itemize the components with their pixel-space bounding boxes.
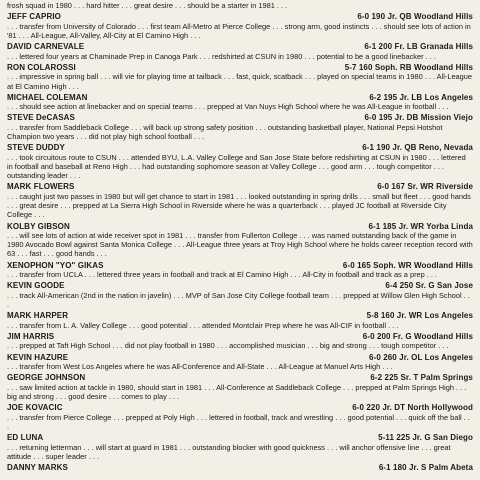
player-name: RON COLAROSSI [7,62,76,72]
player-bio: . . . took circuitous route to CSUN . . . attended BYU, L.A. Valley College and San Jose State before redshirting at CSUN in 1980 . . . lettered in football and baseball at Reno High . . . had outstanding sophomore season at Valley College . . . good arm . . . tough competitor . . . outstanding leader . . . [7,152,466,181]
player-name: KEVIN HAZURE [7,352,69,362]
player-stats: 6-0 190 Jr. QB Woodland Hills [357,12,473,22]
player-entry [7,12,473,40]
player-bio: . . . caught just two passes in 1980 but will get chance to start in 1981 . . . looked outstanding in spring drills . . . small but fleet . . . good hands . . . great desire . . . prepped at La Sierra High School in Riverside where he was a quarterback . . . played JC football at Riverside City College . . . [7,191,471,220]
player-stats: 6-0 260 Jr. OL Los Angeles [369,352,473,362]
player-name: MARK FLOWERS [7,182,75,192]
player-header [7,222,473,232]
player-name: KOLBY GIBSON [7,221,70,231]
player-name: MICHAEL COLEMAN [7,92,88,102]
player-stats: 6-1 200 Fr. LB Granada Hills [364,42,473,52]
player-header [7,42,473,52]
player-header [7,373,473,383]
player-stats: 6-0 195 Jr. DB Mission Viejo [364,113,473,123]
player-name: JEFF CAPRIO [7,12,61,22]
player-entry [7,433,473,461]
player-header [7,463,473,473]
player-stats: 6-1 180 Jr. S Palm Abeta [378,463,473,473]
player-entry [7,463,473,473]
player-entry [7,403,473,431]
player-bio: . . . transfer from Saddleback College . . . will back up strong safety position . . . outstanding basketball player, National Pepsi Hotshot Champion two years . . . did not play high school football . . . [7,122,443,142]
player-header [7,143,473,153]
intro-paragraph: frosh squad in 1980 . . . hard hitter . . . great desire . . . should be a starter in 1981 . . . [7,1,288,10]
player-name: ED LUNA [7,433,44,443]
player-stats: 5-11 225 Jr. G San Diego [378,433,473,443]
player-entry [7,281,473,309]
player-name: STEVE DUDDY [7,143,65,153]
player-bio: . . . transfer from UCLA . . . lettered three years in football and track at El Camino High . . . All-City in football and track as a prep . . . [7,270,438,280]
player-stats: 6-2 195 Jr. LB Los Angeles [369,92,473,102]
player-entry [7,353,473,372]
player-header [7,93,473,103]
player-header [7,281,473,291]
player-header [7,403,473,413]
player-entry [7,373,473,401]
player-bio: . . . lettered four years at Chaminade Prep in Canoga Park . . . redshirted at CSUN in 1980 . . . potential to be a good linebacker . . . [7,51,436,61]
player-stats: 6-4 250 Sr. G San Jose [385,281,473,291]
player-name: DAVID CARNEVALE [7,42,85,52]
player-bio: . . . will see lots of action at wide receiver spot in 1981 . . . transfer from Fullerton College . . . was named outstanding back of the game in 1980 Avocado Bowl against Santa Monica College . . . All-League three years at Troy High School where he holds career reception record with 63 . . . fast . . . good hands . . . [7,231,473,259]
player-bio: . . . transfer from University of Colorado . . . first team All-Metro at Pierce College . . . strong arm, good instincts . . . should see lots of action in '81 . . . All-League, All-Valley, All-City at El Camino High . . . [7,21,471,40]
player-entry [7,143,473,180]
player-bio: . . . prepped at Taft High School . . . did not play football in 1980 . . . accomplished musician . . . big and strong . . . tough competitor . . . [7,341,449,351]
player-stats: 5-8 160 Jr. WR Los Angeles [366,311,473,321]
player-stats: 6-1 190 Jr. QB Reno, Nevada [362,143,473,153]
player-header [7,311,473,321]
player-list [7,12,473,472]
player-entry [7,113,473,141]
player-entry [7,261,473,280]
player-header [7,113,473,123]
player-stats: 6-0 200 Fr. G Woodland Hills [362,331,473,341]
player-entry [7,63,473,91]
player-header [7,182,473,192]
player-name: KEVIN GOODE [7,281,65,291]
player-header [7,353,473,363]
player-bio: . . . impressive in spring ball . . . will vie for playing time at tailback . . . fast, quick, scatback . . . played on special teams in 1980 . . . All-League at El Camino High . . . [7,72,473,91]
player-header [7,433,473,443]
player-header [7,332,473,342]
player-entry [7,222,473,259]
player-name: MARK HARPER [7,311,69,321]
player-bio: . . . saw limited action at tackle in 1980, should start in 1981 . . . All-Conference at Saddleback College . . . prepped at Palm Springs High . . . big and strong . . . good desire . . . comes to play . . . [7,382,467,402]
player-name: XENOPHON "YO" GIKAS [7,260,104,270]
player-bio: . . . should see action at linebacker and on special teams . . . prepped at Van Nuys High School where he was All-League in football . . . [7,102,449,112]
player-stats: 5-7 160 Soph. RB Woodland Hills [344,62,473,72]
player-header [7,261,473,271]
player-bio: . . . transfer from West Los Angeles where he was All-Conference and All-State . . . All-League at Manuel Arts High . . . [7,362,393,372]
player-name: DANNY MARKS [7,463,68,473]
player-entry [7,93,473,112]
player-entry [7,332,473,351]
player-bio: . . . returning letterman . . . will start at guard in 1981 . . . outstanding blocker with good quickness . . . will anchor offensive line . . . great attitude . . . super leader . . . [7,442,451,461]
player-entry [7,42,473,61]
player-bio: . . . transfer from L. A. Valley College . . . good potential . . . attended Montclair Prep where he was All-CIF in football . . . [7,320,399,330]
player-bio: . . . transfer from Pierce College . . . prepped at Poly High . . . lettered in football, track and wrestling . . . good potential . . . quick off the ball . . . [7,412,470,431]
player-stats: 6-0 165 Soph. WR Woodland Hills [342,260,473,270]
player-name: STEVE DeCASAS [7,113,75,123]
player-bio: . . . track All-American (2nd in the nation in javelin) . . . MVP of San Jose City College football team . . . prepped at Willow Glen High School . . . [7,290,470,310]
player-name: JIM HARRIS [7,331,55,341]
player-name: GEORGE JOHNSON [7,373,86,383]
player-stats: 6-2 225 Sr. T Palm Springs [370,373,473,383]
player-header [7,12,473,22]
player-header [7,63,473,73]
player-stats: 6-0 220 Jr. DT North Hollywood [352,403,473,413]
player-name: JOE KOVACIC [7,403,63,413]
player-stats: 6-0 167 Sr. WR Riverside [377,182,473,192]
player-entry [7,182,473,219]
player-stats: 6-1 185 Jr. WR Yorba Linda [368,221,473,231]
player-entry [7,311,473,330]
